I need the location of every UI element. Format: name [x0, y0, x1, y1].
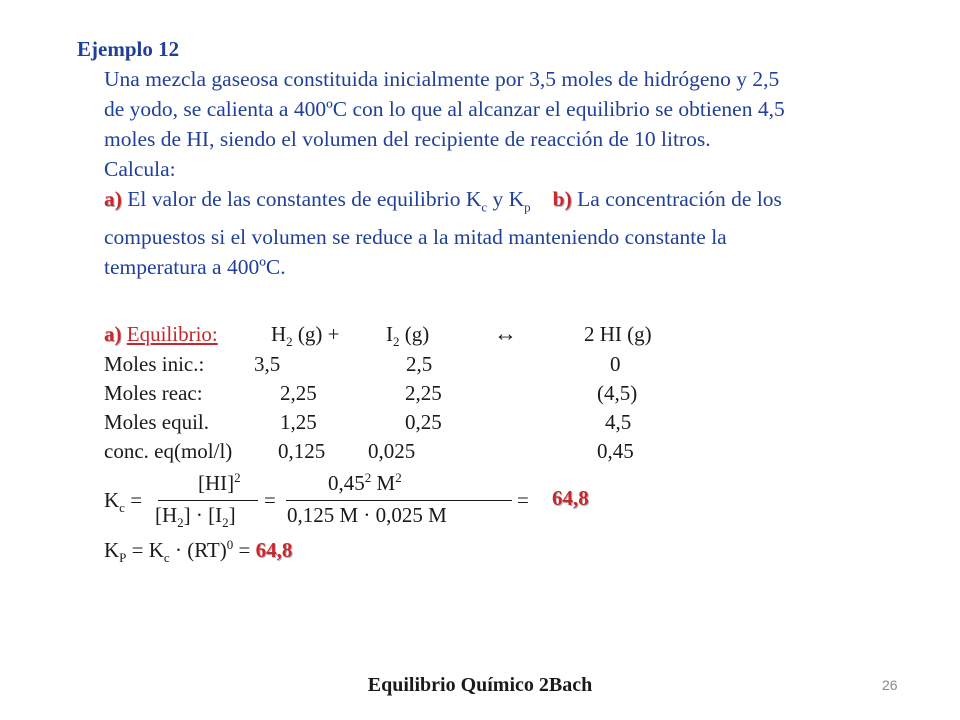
h2-species [271, 322, 340, 350]
row-i2-value: 2,5 [406, 352, 433, 376]
row-i2-value: 2,25 [405, 381, 442, 405]
problem-line-4: Calcula: [104, 157, 176, 181]
kp-mid: = K [126, 538, 164, 562]
part-a-text-2: y K [487, 187, 525, 211]
row-h2-value: 1,25 [280, 410, 317, 434]
kc-denominator-2: 0,125 M · 0,025 M [287, 503, 447, 527]
num2-value: 0,45 [328, 471, 365, 495]
problem-statement [104, 64, 954, 282]
row-label: Moles equil. [104, 410, 209, 434]
row-i2-value: 0,025 [368, 439, 416, 463]
h2-bracket-open: [H [155, 503, 178, 527]
kp-equation [104, 537, 292, 566]
problem-line-6: compuestos si el volumen se reduce a la mitad manteniendo constante la [104, 225, 727, 250]
kc-equals-1: = [124, 488, 143, 512]
part-a-sub-c: c [481, 199, 488, 215]
i2-bracket-open: ] · [I [183, 503, 223, 527]
h2-state: (g) + [292, 322, 340, 346]
table-a-label: a) [104, 322, 122, 346]
kc-numerator-2 [328, 470, 402, 496]
problem-line-7: temperatura a 400ºC. [104, 255, 286, 280]
fraction-bar-2 [286, 500, 512, 501]
kc-equals-3: = [517, 488, 529, 512]
fraction-bar-1 [158, 500, 258, 501]
equilibrium-arrow: ↔ [494, 321, 517, 346]
kp-result: 64,8 [255, 538, 293, 562]
i2-subscript: 2 [393, 334, 400, 350]
part-a-label: a) [104, 187, 122, 211]
kp-mid-sub: c [163, 550, 170, 566]
kc-sub: c [119, 500, 125, 516]
row-i2-value: 0,25 [405, 410, 442, 434]
row-hi-value: (4,5) [597, 381, 638, 405]
problem-line-1: Una mezcla gaseosa constituida inicialmente por 3,5 moles de hidrógeno y 2,5 [104, 67, 780, 91]
i2-symbol: I [386, 322, 393, 346]
hi-exponent: 2 [234, 470, 241, 485]
kc-numerator-1 [198, 470, 241, 496]
i2-species [386, 322, 429, 350]
kp-sub: P [119, 550, 127, 566]
kc-equals-2: = [264, 488, 276, 512]
row-label: Moles inic.: [104, 352, 205, 376]
slide-title: Ejemplo 12 [77, 37, 180, 61]
equilibrio-label: Equilibrio: [126, 322, 218, 346]
hi-bracket: [HI] [198, 471, 235, 495]
equilibrium-header-label [104, 322, 218, 347]
kc-denominator-1 [155, 503, 236, 531]
row-hi-value: 0,45 [597, 439, 634, 463]
num2-unit-exponent: 2 [395, 470, 402, 485]
part-a-sub-p: p [524, 199, 531, 215]
kp-k: K [104, 538, 120, 562]
h2-symbol: H [271, 322, 287, 346]
h2-subscript: 2 [286, 334, 293, 350]
problem-line-2: de yodo, se calienta a 400ºC con lo que al alcanzar el equilibrio se obtienen 4,5 [104, 97, 785, 121]
slide-footer: Equilibrio Químico 2Bach [367, 674, 593, 696]
page-number: 26 [882, 677, 898, 693]
part-b-label: b) [552, 187, 572, 211]
row-label: Moles reac: [104, 381, 203, 405]
kc-k: K [104, 488, 120, 512]
part-b-text: La concentración de los [571, 187, 782, 211]
kp-equals: = [233, 538, 256, 562]
kc-symbol [104, 488, 142, 516]
num2-exponent: 2 [364, 470, 372, 485]
h2-bracket-sub: 2 [177, 515, 184, 531]
hi-species: 2 HI (g) [584, 322, 652, 346]
kp-rt: · (RT) [169, 538, 227, 562]
problem-line-5 [104, 184, 954, 222]
i2-bracket-sub: 2 [222, 515, 229, 531]
i2-state: (g) [399, 322, 430, 346]
row-h2-value: 2,25 [280, 381, 317, 405]
problem-line-3: moles de HI, siendo el volumen del recipiente de reacción de 10 litros. [104, 127, 711, 151]
row-h2-value: 0,125 [278, 439, 326, 463]
row-hi-value: 0 [610, 352, 621, 376]
row-hi-value: 4,5 [605, 410, 632, 434]
row-label: conc. eq(mol/l) [104, 439, 233, 463]
kc-result: 64,8 [552, 486, 589, 510]
row-h2-value: 3,5 [254, 352, 281, 376]
bracket-close: ] [228, 503, 236, 527]
part-a-text-1: El valor de las constantes de equilibrio K [121, 187, 482, 211]
num2-unit: M [371, 471, 396, 495]
kp-rt-exponent: 0 [226, 537, 234, 552]
